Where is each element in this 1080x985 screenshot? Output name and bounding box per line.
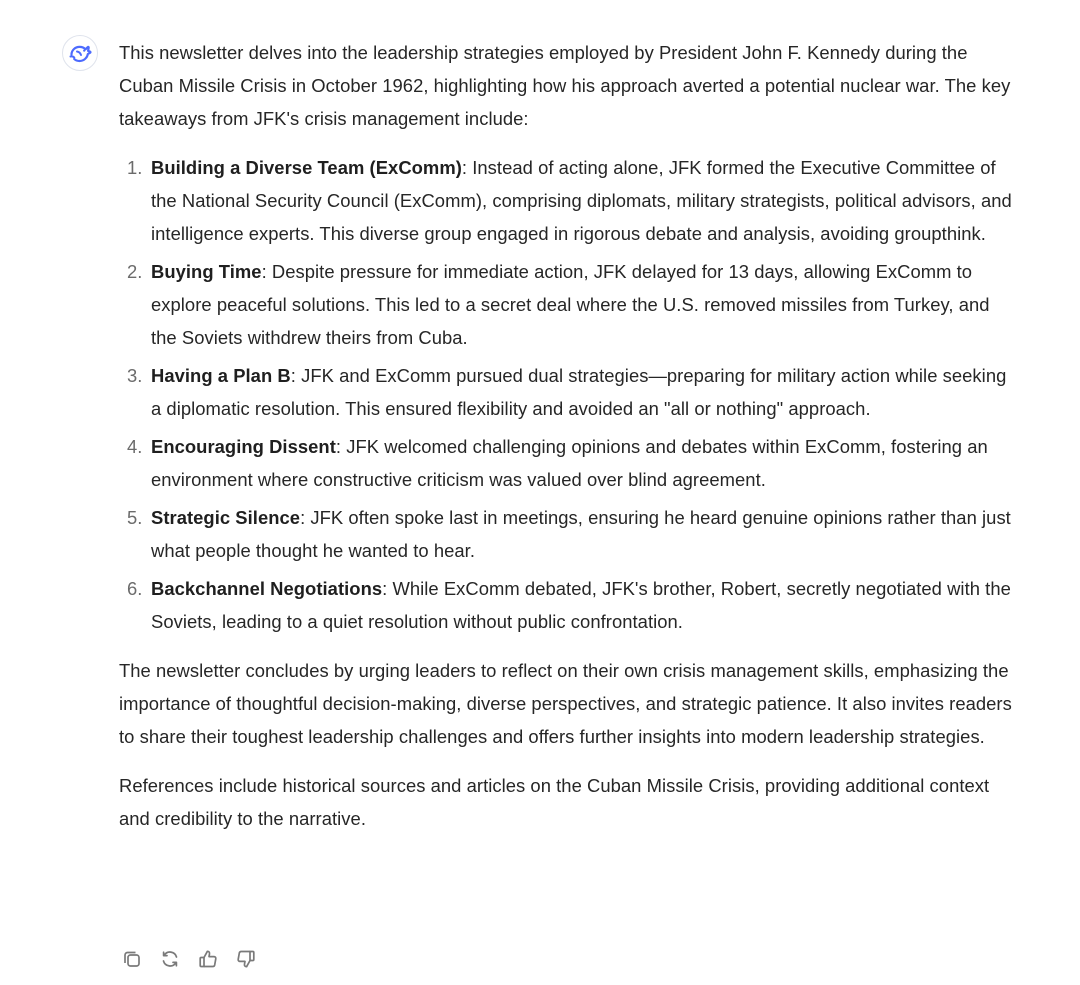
list-item xyxy=(119,255,1019,354)
list-text: : Despite pressure for immediate action, JFK delayed for 13 days, allowing ExComm to explore peaceful solutions. This led to a secret deal where the U.S. removed missiles from Turkey, and the Soviets withdrew theirs from Cuba. xyxy=(151,261,990,348)
list-text: : Instead of acting alone, JFK formed the Executive Committee of the National Security Council (ExComm), comprising diplomats, military strategists, political advisors, and intelligence experts. This diverse group engaged in rigorous debate and analysis, avoiding groupthink. xyxy=(151,157,1012,244)
list-number: 1. xyxy=(127,157,143,178)
list-number: 5. xyxy=(127,507,143,528)
copy-icon xyxy=(121,948,143,970)
list-term: Buying Time xyxy=(151,261,262,282)
list-item xyxy=(119,430,1019,496)
list-number: 2. xyxy=(127,261,143,282)
thumbs-down-icon xyxy=(235,948,257,970)
dislike-button[interactable] xyxy=(232,945,260,973)
list-term: Backchannel Negotiations xyxy=(151,578,383,599)
conclusion-paragraph: The newsletter concludes by urging leaders to reflect on their own crisis management skills, emphasizing the importance of thoughtful decision-making, diverse perspectives, and strategic patience. It also invites readers to share their toughest leadership challenges and offers further insights into modern leadership strategies. xyxy=(119,660,1012,747)
list-term: Having a Plan B xyxy=(151,365,291,386)
list-text: : JFK and ExComm pursued dual strategies—preparing for military action while seeking a diplomatic resolution. This ensured flexibility and avoided an "all or nothing" approach. xyxy=(151,365,1007,419)
list-term: Building a Diverse Team (ExComm) xyxy=(151,157,462,178)
list-number: 6. xyxy=(127,578,143,599)
list-number: 3. xyxy=(127,365,143,386)
intro-paragraph: This newsletter delves into the leadership strategies employed by President John F. Kennedy during the Cuban Missile Crisis in October 1962, highlighting how his approach averted a potential nuclear war. The key takeaways from JFK's crisis management include: xyxy=(119,42,1011,129)
takeaways-list xyxy=(119,151,1019,638)
list-item xyxy=(119,572,1019,638)
list-text: : JFK welcomed challenging opinions and debates within ExComm, fostering an environment where constructive criticism was valued over blind agreement. xyxy=(151,436,988,490)
whale-logo-icon xyxy=(68,41,92,65)
refresh-icon xyxy=(159,948,181,970)
like-button[interactable] xyxy=(194,945,222,973)
list-item xyxy=(119,151,1019,250)
list-item xyxy=(119,501,1019,567)
list-text: : While ExComm debated, JFK's brother, Robert, secretly negotiated with the Soviets, leading to a quiet resolution without public confrontation. xyxy=(151,578,1011,632)
regenerate-button[interactable] xyxy=(156,945,184,973)
copy-button[interactable] xyxy=(118,945,146,973)
references-paragraph: References include historical sources and articles on the Cuban Missile Crisis, providing additional context and credibility to the narrative. xyxy=(119,775,990,829)
list-text: : JFK often spoke last in meetings, ensuring he heard genuine opinions rather than just what people thought he wanted to hear. xyxy=(151,507,1011,561)
list-number: 4. xyxy=(127,436,143,457)
list-term: Strategic Silence xyxy=(151,507,301,528)
thumbs-up-icon xyxy=(197,948,219,970)
message-content xyxy=(119,36,1019,835)
message-actions xyxy=(118,945,260,973)
list-term: Encouraging Dissent xyxy=(151,436,336,457)
list-item xyxy=(119,359,1019,425)
assistant-avatar xyxy=(62,35,98,71)
